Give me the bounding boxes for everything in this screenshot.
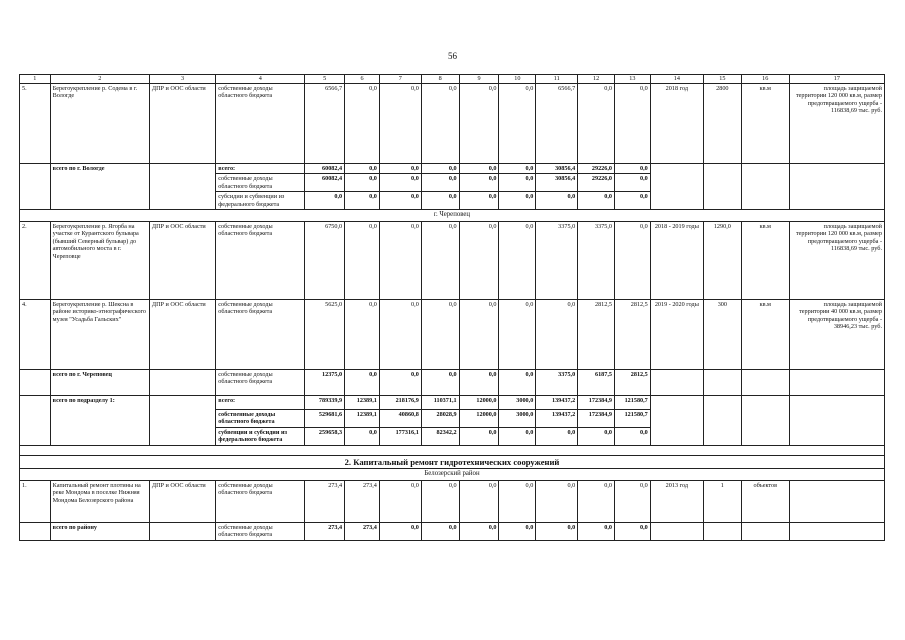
value-cell: 0,0 xyxy=(459,174,499,192)
value-cell: 0,0 xyxy=(459,221,499,299)
empty-cell xyxy=(741,163,789,210)
empty-cell xyxy=(650,395,703,445)
value-cell: 0,0 xyxy=(459,427,499,445)
note-cell: площадь защищаемой территории 120 000 кв.м, размер предотвращаемого ущерба - 116838,69 тыс. руб. xyxy=(789,83,884,163)
value-cell: 0,0 xyxy=(499,221,536,299)
empty-cell xyxy=(149,395,215,445)
value-cell: 0,0 xyxy=(614,221,650,299)
value-cell: 0,0 xyxy=(459,522,499,540)
row-number: 5. xyxy=(20,83,51,163)
funding-source: собственные доходы областного бюджета xyxy=(216,369,305,395)
value-cell: 6566,7 xyxy=(536,83,578,163)
table-row xyxy=(20,469,885,480)
empty-cell xyxy=(789,163,884,210)
empty-cell xyxy=(703,369,741,395)
empty-cell xyxy=(149,522,215,540)
value-cell: 789339,9 xyxy=(305,395,345,409)
empty-cell xyxy=(650,369,703,395)
value-cell: 0,0 xyxy=(345,174,380,192)
header-cell: 1 xyxy=(20,75,51,84)
value-cell: 259658,3 xyxy=(305,427,345,445)
object-name: Берегоукрепление р. Шексна в районе историко-этнографического музея "Усадьба Гальских" xyxy=(50,299,149,369)
empty-cell xyxy=(20,445,885,455)
value-cell: 110371,1 xyxy=(421,395,459,409)
value-cell: 0,0 xyxy=(379,522,421,540)
value-cell: 12000,0 xyxy=(459,395,499,409)
funding-source: всего: xyxy=(216,163,305,174)
funding-source: всего: xyxy=(216,395,305,409)
value-cell: 121580,7 xyxy=(614,395,650,409)
empty-cell xyxy=(789,395,884,445)
value-cell: 0,0 xyxy=(459,163,499,174)
quantity-cell: 300 xyxy=(703,299,741,369)
value-cell: 177316,1 xyxy=(379,427,421,445)
empty-cell xyxy=(20,522,51,540)
empty-cell xyxy=(20,395,51,445)
row-number: 1. xyxy=(20,480,51,522)
value-cell: 0,0 xyxy=(536,480,578,522)
header-cell: 14 xyxy=(650,75,703,84)
empty-cell xyxy=(703,522,741,540)
value-cell: 139437,2 xyxy=(536,409,578,427)
value-cell: 0,0 xyxy=(345,221,380,299)
value-cell: 12000,0 xyxy=(459,409,499,427)
value-cell: 0,0 xyxy=(379,480,421,522)
value-cell: 6566,7 xyxy=(305,83,345,163)
table-row xyxy=(20,369,885,395)
empty-cell xyxy=(703,395,741,445)
value-cell: 139437,2 xyxy=(536,395,578,409)
funding-source: собственные доходы областного бюджета xyxy=(216,221,305,299)
district-heading: Белозерский район xyxy=(20,469,885,480)
table-row xyxy=(20,163,885,174)
value-cell: 0,0 xyxy=(614,522,650,540)
header-cell: 13 xyxy=(614,75,650,84)
value-cell: 273,4 xyxy=(345,522,380,540)
table-row xyxy=(20,221,885,299)
year-cell: 2013 год xyxy=(650,480,703,522)
header-cell: 16 xyxy=(741,75,789,84)
value-cell: 0,0 xyxy=(614,192,650,210)
value-cell: 6750,0 xyxy=(305,221,345,299)
value-cell: 30856,4 xyxy=(536,163,578,174)
table-row xyxy=(20,480,885,522)
header-cell: 12 xyxy=(578,75,615,84)
value-cell: 3375,0 xyxy=(536,369,578,395)
value-cell: 82342,2 xyxy=(421,427,459,445)
value-cell: 0,0 xyxy=(345,427,380,445)
section-title: 2. Капитальный ремонт гидротехнических сооружений xyxy=(20,455,885,468)
value-cell: 0,0 xyxy=(499,480,536,522)
total-label: всего по г. Вологде xyxy=(50,163,149,210)
responsible: ДПР и ООС области xyxy=(149,480,215,522)
value-cell: 40860,8 xyxy=(379,409,421,427)
value-cell: 218176,9 xyxy=(379,395,421,409)
value-cell: 0,0 xyxy=(305,192,345,210)
value-cell: 0,0 xyxy=(379,163,421,174)
funding-source: субвенции и субсидии из федерального бюджета xyxy=(216,427,305,445)
value-cell: 3375,0 xyxy=(578,221,615,299)
value-cell: 2812,5 xyxy=(578,299,615,369)
value-cell: 0,0 xyxy=(499,299,536,369)
value-cell: 0,0 xyxy=(536,522,578,540)
value-cell: 273,4 xyxy=(345,480,380,522)
value-cell: 0,0 xyxy=(421,192,459,210)
value-cell: 0,0 xyxy=(578,83,615,163)
table-row xyxy=(20,522,885,540)
header-cell: 7 xyxy=(379,75,421,84)
value-cell: 273,4 xyxy=(305,480,345,522)
header-row xyxy=(20,75,885,84)
unit-cell: кв.м xyxy=(741,83,789,163)
value-cell: 30856,4 xyxy=(536,174,578,192)
header-cell: 8 xyxy=(421,75,459,84)
value-cell: 0,0 xyxy=(499,522,536,540)
value-cell: 0,0 xyxy=(499,174,536,192)
value-cell: 5625,0 xyxy=(305,299,345,369)
city-heading: г. Череповец xyxy=(20,210,885,221)
year-cell: 2018 год xyxy=(650,83,703,163)
value-cell: 0,0 xyxy=(379,192,421,210)
value-cell: 0,0 xyxy=(578,427,615,445)
value-cell: 0,0 xyxy=(536,192,578,210)
value-cell: 12389,1 xyxy=(345,409,380,427)
value-cell: 0,0 xyxy=(614,480,650,522)
header-cell: 4 xyxy=(216,75,305,84)
unit-cell: кв.м xyxy=(741,221,789,299)
table-row xyxy=(20,455,885,468)
year-cell: 2019 - 2020 годы xyxy=(650,299,703,369)
table-row xyxy=(20,395,885,409)
value-cell: 0,0 xyxy=(421,369,459,395)
value-cell: 0,0 xyxy=(345,192,380,210)
value-cell: 0,0 xyxy=(379,221,421,299)
row-number: 2. xyxy=(20,221,51,299)
header-cell: 3 xyxy=(149,75,215,84)
value-cell: 0,0 xyxy=(379,369,421,395)
total-label: всего по району xyxy=(50,522,149,540)
funding-source: собственные доходы областного бюджета xyxy=(216,522,305,540)
value-cell: 0,0 xyxy=(459,299,499,369)
header-cell: 6 xyxy=(345,75,380,84)
value-cell: 0,0 xyxy=(421,522,459,540)
empty-cell xyxy=(20,369,51,395)
responsible: ДПР и ООС области xyxy=(149,299,215,369)
value-cell: 0,0 xyxy=(421,83,459,163)
value-cell: 0,0 xyxy=(421,163,459,174)
value-cell: 529681,6 xyxy=(305,409,345,427)
value-cell: 3375,0 xyxy=(536,221,578,299)
table-row xyxy=(20,210,885,221)
value-cell: 121580,7 xyxy=(614,409,650,427)
value-cell: 0,0 xyxy=(459,83,499,163)
object-name: Берегоукрепление р. Содема в г. Вологде xyxy=(50,83,149,163)
value-cell: 172384,9 xyxy=(578,395,615,409)
quantity-cell: 2800 xyxy=(703,83,741,163)
header-cell: 17 xyxy=(789,75,884,84)
empty-cell xyxy=(741,369,789,395)
header-cell: 11 xyxy=(536,75,578,84)
value-cell: 0,0 xyxy=(499,369,536,395)
value-cell: 273,4 xyxy=(305,522,345,540)
table-row xyxy=(20,299,885,369)
value-cell: 12375,0 xyxy=(305,369,345,395)
value-cell: 0,0 xyxy=(345,299,380,369)
value-cell: 0,0 xyxy=(345,83,380,163)
unit-cell: объектов xyxy=(741,480,789,522)
value-cell: 0,0 xyxy=(421,221,459,299)
budget-table xyxy=(19,74,885,541)
value-cell: 28028,9 xyxy=(421,409,459,427)
value-cell: 0,0 xyxy=(421,299,459,369)
empty-cell xyxy=(789,522,884,540)
funding-source: субсидии и субвенции из федерального бюджета xyxy=(216,192,305,210)
quantity-cell: 1 xyxy=(703,480,741,522)
responsible: ДПР и ООС области xyxy=(149,221,215,299)
empty-cell xyxy=(741,522,789,540)
value-cell: 0,0 xyxy=(459,192,499,210)
empty-cell xyxy=(703,163,741,210)
value-cell: 3000,0 xyxy=(499,395,536,409)
value-cell: 0,0 xyxy=(578,480,615,522)
note-cell xyxy=(789,480,884,522)
value-cell: 3000,0 xyxy=(499,409,536,427)
value-cell: 0,0 xyxy=(421,174,459,192)
object-name: Капитальный ремонт плотины на реке Мондома в поселке Нижняя Мондома Белозерского района xyxy=(50,480,149,522)
funding-source: собственные доходы областного бюджета xyxy=(216,174,305,192)
value-cell: 0,0 xyxy=(379,174,421,192)
empty-cell xyxy=(789,369,884,395)
value-cell: 172384,9 xyxy=(578,409,615,427)
value-cell: 0,0 xyxy=(421,480,459,522)
year-cell: 2018 - 2019 годы xyxy=(650,221,703,299)
unit-cell: кв.м xyxy=(741,299,789,369)
empty-cell xyxy=(20,163,51,210)
value-cell: 2812,5 xyxy=(614,369,650,395)
funding-source: собственные доходы областного бюджета xyxy=(216,480,305,522)
table-row xyxy=(20,445,885,455)
note-cell: площадь защищаемой территории 120 000 кв.м, размер предотвращаемого ущерба - 116838,69 тыс. руб. xyxy=(789,221,884,299)
row-number: 4. xyxy=(20,299,51,369)
empty-cell xyxy=(149,369,215,395)
value-cell: 0,0 xyxy=(499,163,536,174)
quantity-cell: 1290,0 xyxy=(703,221,741,299)
value-cell: 0,0 xyxy=(499,192,536,210)
empty-cell xyxy=(149,163,215,210)
value-cell: 0,0 xyxy=(499,427,536,445)
value-cell: 60082,4 xyxy=(305,174,345,192)
object-name: Берегоукрепление р. Ягорба на участке от Курантского бульвара (бывший Северный бульвар) до автомобильного моста в г. Череповце xyxy=(50,221,149,299)
value-cell: 0,0 xyxy=(578,192,615,210)
note-cell: площадь защищаемой территории 40 000 кв.м, размер предотвращаемого ущерба - 38946,23 тыс. руб. xyxy=(789,299,884,369)
value-cell: 0,0 xyxy=(536,299,578,369)
value-cell: 0,0 xyxy=(459,369,499,395)
page-number: 56 xyxy=(448,51,457,61)
header-cell: 15 xyxy=(703,75,741,84)
empty-cell xyxy=(741,395,789,445)
funding-source: собственные доходы областного бюджета xyxy=(216,83,305,163)
value-cell: 0,0 xyxy=(614,163,650,174)
value-cell: 12389,1 xyxy=(345,395,380,409)
value-cell: 6187,5 xyxy=(578,369,615,395)
table-row xyxy=(20,83,885,163)
header-cell: 9 xyxy=(459,75,499,84)
header-cell: 10 xyxy=(499,75,536,84)
value-cell: 0,0 xyxy=(536,427,578,445)
value-cell: 2812,5 xyxy=(614,299,650,369)
value-cell: 0,0 xyxy=(614,427,650,445)
value-cell: 0,0 xyxy=(614,83,650,163)
header-cell: 5 xyxy=(305,75,345,84)
responsible: ДПР и ООС области xyxy=(149,83,215,163)
value-cell: 0,0 xyxy=(459,480,499,522)
funding-source: собственные доходы областного бюджета xyxy=(216,409,305,427)
value-cell: 0,0 xyxy=(379,299,421,369)
value-cell: 60082,4 xyxy=(305,163,345,174)
funding-source: собственные доходы областного бюджета xyxy=(216,299,305,369)
value-cell: 0,0 xyxy=(345,163,380,174)
value-cell: 0,0 xyxy=(499,83,536,163)
value-cell: 0,0 xyxy=(379,83,421,163)
value-cell: 0,0 xyxy=(345,369,380,395)
total-label: всего по г. Череповец xyxy=(50,369,149,395)
value-cell: 29226,0 xyxy=(578,163,615,174)
total-label: всего по подразделу 1: xyxy=(50,395,149,445)
empty-cell xyxy=(650,522,703,540)
header-cell: 2 xyxy=(50,75,149,84)
empty-cell xyxy=(650,163,703,210)
value-cell: 0,0 xyxy=(614,174,650,192)
value-cell: 29226,0 xyxy=(578,174,615,192)
value-cell: 0,0 xyxy=(578,522,615,540)
